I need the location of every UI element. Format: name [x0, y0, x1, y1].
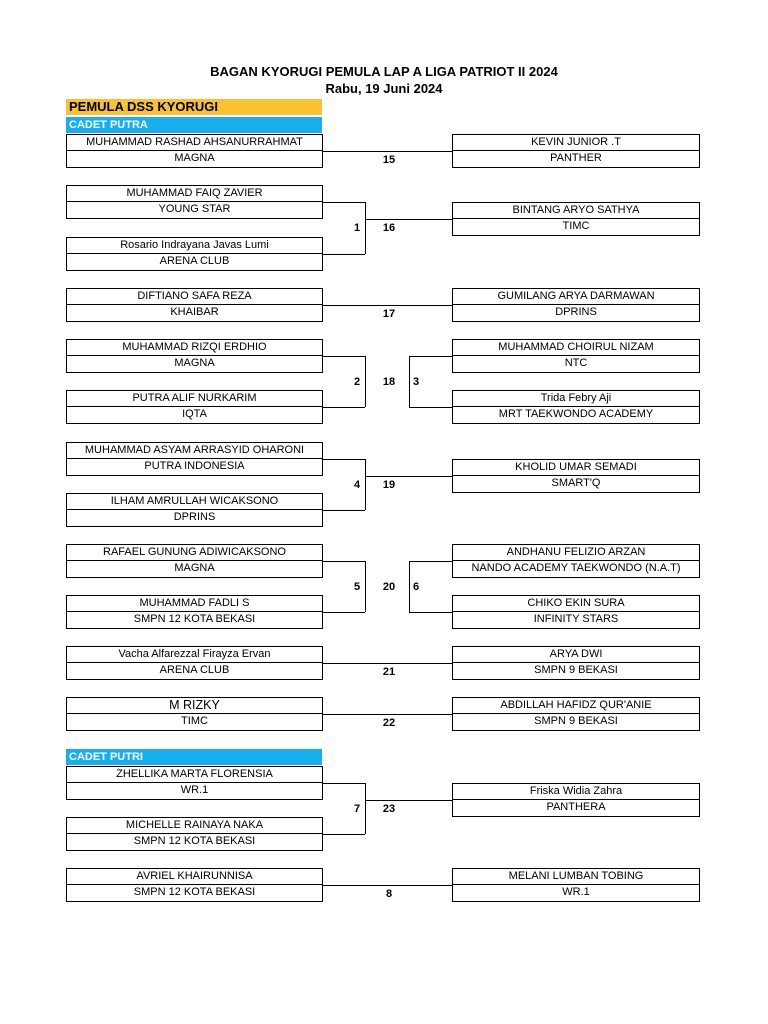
match-number: 7	[354, 803, 361, 815]
athlete-club: YOUNG STAR	[66, 202, 323, 219]
match-number: 17	[382, 308, 396, 320]
match-number: 8	[385, 888, 393, 900]
athlete-club: PANTHER	[452, 151, 700, 168]
athlete-club: SMPN 12 KOTA BEKASI	[66, 885, 323, 902]
athlete-name: MUHAMMAD ASYAM ARRASYID OHARONI	[66, 442, 323, 459]
athlete-name: MUHAMMAD FAIQ ZAVIER	[66, 185, 323, 202]
athlete-name: Vacha Alfarezzal Firayza Ervan	[66, 646, 323, 663]
athlete-club: WR.1	[452, 885, 700, 902]
bracket-line	[323, 612, 365, 613]
athlete-name: MUHAMMAD CHOIRUL NIZAM	[452, 339, 700, 356]
match-number: 4	[354, 479, 361, 491]
bracket-line	[323, 714, 452, 715]
athlete-name: KEVIN JUNIOR .T	[452, 134, 700, 151]
athlete-name: Friska Widia Zahra	[452, 783, 700, 800]
athlete-name: Trida Febry Aji	[452, 390, 700, 407]
match-number: 3	[413, 376, 420, 388]
athlete-name: KHOLID UMAR SEMADI	[452, 459, 700, 476]
match-number: 1	[354, 222, 361, 234]
athlete-club: KHAIBAR	[66, 305, 323, 322]
athlete-name: ARYA DWI	[452, 646, 700, 663]
bracket-line	[365, 561, 366, 612]
athlete-club: ARENA CLUB	[66, 663, 323, 680]
athlete-club: PANTHERA	[452, 800, 700, 817]
match-number: 16	[382, 222, 396, 234]
match-number: 20	[382, 581, 396, 593]
bracket-line	[323, 561, 365, 562]
athlete-name: MELANI LUMBAN TOBING	[452, 868, 700, 885]
bracket-line	[323, 834, 365, 835]
bracket-line	[365, 356, 366, 407]
athlete-club: SMART'Q	[452, 476, 700, 493]
bracket-line	[365, 783, 366, 834]
athlete-club: SMPN 9 BEKASI	[452, 663, 700, 680]
bracket-line	[365, 459, 366, 510]
athlete-name: MUHAMMAD FADLI S	[66, 595, 323, 612]
athlete-name: ZHELLIKA MARTA FLORENSIA	[66, 766, 323, 783]
athlete-club: TIMC	[452, 219, 700, 236]
athlete-name: MICHELLE RAINAYA NAKA	[66, 817, 323, 834]
athlete-name: CHIKO EKIN SURA	[452, 595, 700, 612]
bracket-line	[323, 356, 365, 357]
athlete-name: ILHAM AMRULLAH WICAKSONO	[66, 493, 323, 510]
bracket-line	[323, 663, 452, 664]
athlete-name: GUMILANG ARYA DARMAWAN	[452, 288, 700, 305]
athlete-club: MAGNA	[66, 151, 323, 168]
bracket-line	[365, 202, 366, 254]
bracket-line	[323, 254, 365, 255]
athlete-club: PUTRA INDONESIA	[66, 459, 323, 476]
athlete-club: NTC	[452, 356, 700, 373]
bracket-line	[409, 561, 410, 612]
athlete-club: IQTA	[66, 407, 323, 424]
match-number: 5	[354, 581, 361, 593]
match-number: 18	[382, 376, 396, 388]
bracket-line	[323, 151, 452, 152]
bracket-line	[365, 800, 452, 801]
athlete-name: ABDILLAH HAFIDZ QUR'ANIE	[452, 697, 700, 714]
category-heading: PEMULA DSS KYORUGI	[66, 99, 322, 115]
match-number: 23	[382, 803, 396, 815]
match-number: 22	[382, 717, 396, 729]
athlete-name: M RIZKY	[66, 697, 323, 714]
athlete-name: Rosario Indrayana Javas Lumi	[66, 237, 323, 254]
match-number: 2	[354, 376, 361, 388]
athlete-name: MUHAMMAD RIZQI ERDHIO	[66, 339, 323, 356]
athlete-club: WR.1	[66, 783, 323, 800]
bracket-line	[323, 510, 365, 511]
match-number: 19	[382, 479, 396, 491]
bracket-line	[409, 407, 452, 408]
athlete-name: RAFAEL GUNUNG ADIWICAKSONO	[66, 544, 323, 561]
athlete-club: DPRINS	[452, 305, 700, 322]
athlete-name: ANDHANU FELIZIO ARZAN	[452, 544, 700, 561]
athlete-club: DPRINS	[66, 510, 323, 527]
athlete-club: ARENA CLUB	[66, 254, 323, 271]
athlete-club: TIMC	[66, 714, 323, 731]
athlete-club: MRT TAEKWONDO ACADEMY	[452, 407, 700, 424]
section-heading-putra: CADET PUTRA	[66, 117, 322, 133]
athlete-name: BINTANG ARYO SATHYA	[452, 202, 700, 219]
bracket-line	[409, 356, 410, 407]
athlete-club: SMPN 12 KOTA BEKASI	[66, 834, 323, 851]
athlete-name: MUHAMMAD RASHAD AHSANURRAHMAT	[66, 134, 323, 151]
athlete-name: PUTRA ALIF NURKARIM	[66, 390, 323, 407]
event-date: Rabu, 19 Juni 2024	[325, 81, 443, 96]
athlete-club: NANDO ACADEMY TAEKWONDO (N.A.T)	[452, 561, 700, 578]
match-number: 21	[382, 666, 396, 678]
bracket-line	[409, 612, 452, 613]
bracket-line	[409, 561, 452, 562]
match-number: 15	[382, 154, 396, 166]
bracket-line	[365, 219, 452, 220]
match-number: 6	[413, 581, 420, 593]
athlete-club: INFINITY STARS	[452, 612, 700, 629]
bracket-line	[323, 305, 452, 306]
page-title: BAGAN KYORUGI PEMULA LAP A LIGA PATRIOT II 2024	[210, 64, 558, 79]
bracket-line	[323, 885, 452, 886]
athlete-name: AVRIEL KHAIRUNNISA	[66, 868, 323, 885]
bracket-line	[323, 407, 365, 408]
athlete-club: SMPN 9 BEKASI	[452, 714, 700, 731]
athlete-club: MAGNA	[66, 561, 323, 578]
section-heading-putri: CADET PUTRI	[66, 749, 322, 765]
bracket-line	[365, 476, 452, 477]
bracket-line	[323, 459, 365, 460]
bracket-line	[323, 202, 365, 203]
bracket-line	[409, 356, 452, 357]
athlete-name: DIFTIANO SAFA REZA	[66, 288, 323, 305]
athlete-club: MAGNA	[66, 356, 323, 373]
athlete-club: SMPN 12 KOTA BEKASI	[66, 612, 323, 629]
bracket-line	[323, 783, 365, 784]
